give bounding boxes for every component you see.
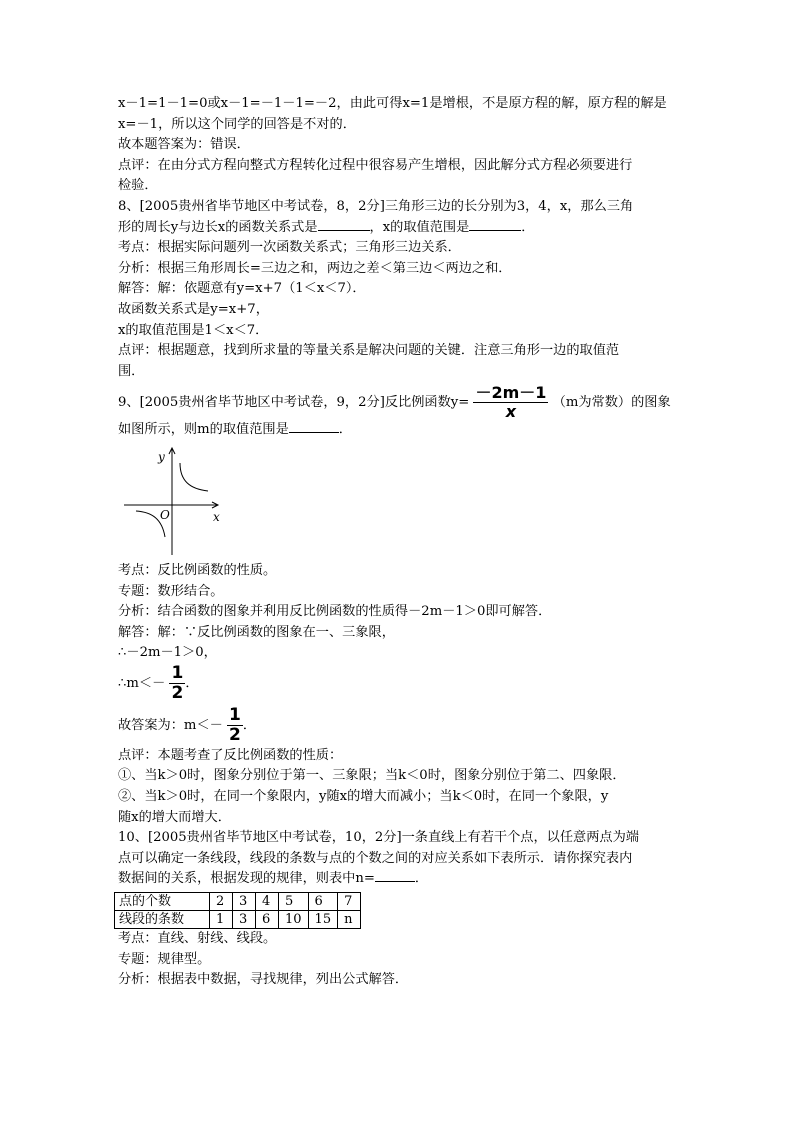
points-segments-table xyxy=(114,892,361,929)
solution-line: x的取值范围是1＜x＜7． xyxy=(118,322,269,338)
text-span: ∴m＜－ xyxy=(118,675,166,691)
fraction-numerator: 1 xyxy=(229,704,241,725)
text-span: 故答案为：m＜－ xyxy=(118,717,223,733)
solution-line: 故函数关系式是y=x+7， xyxy=(118,301,269,317)
hyperbola-branch-q1 xyxy=(180,463,208,491)
solution: 解答：解：∵反比例函数的图象在一、三象限， xyxy=(118,624,395,640)
comment: 点评：根据题意，找到所求量的等量关系是解决问题的关键．注意三角形一边的取值范 xyxy=(118,343,620,359)
comment-point: 随x的增大而增大． xyxy=(118,809,231,825)
knowledge-point: 考点：反比例函数的性质。 xyxy=(118,562,277,578)
table-cell: 7 xyxy=(338,893,361,911)
answer-blank xyxy=(375,869,415,882)
knowledge-point: 考点：根据实际问题列一次函数关系式；三角形三边关系． xyxy=(118,240,461,256)
fraction-denominator: 2 xyxy=(229,724,241,745)
question-9-title xyxy=(118,384,678,420)
answer-blank xyxy=(289,420,339,433)
knowledge-point: 考点：直线、射线、线段。 xyxy=(118,931,277,947)
table-row xyxy=(115,911,361,929)
text-span: ． xyxy=(414,871,429,887)
question-8-body xyxy=(118,218,678,239)
row-header: 线段的条数 xyxy=(115,911,210,929)
x-axis-label: x xyxy=(213,509,220,524)
fraction-numerator: 1 xyxy=(171,662,184,683)
question-10-body: 点可以确定一条线段，线段的条数与点的个数之间的对应关系如下表所示．请你探究表内 xyxy=(118,850,633,866)
comment: 围． xyxy=(118,363,145,379)
text-span: 如图所示，则m的取值范围是 xyxy=(118,422,289,438)
table-cell: 3 xyxy=(233,911,256,929)
document-page xyxy=(118,94,678,991)
text-line: 故本题答案为：错误． xyxy=(118,137,250,153)
table-cell: 15 xyxy=(308,911,338,929)
comment-point: ①、当k＞0时，图象分别位于第一、三象限；当k＜0时，图象分别位于第二、四象限． xyxy=(118,768,626,784)
answer-line xyxy=(118,706,678,746)
text-span: ，x的取值范围是 xyxy=(369,219,470,235)
text-span: 数据间的关系，根据发现的规律，则表中n= xyxy=(118,871,375,887)
table-cell: 5 xyxy=(279,893,309,911)
table-cell: 1 xyxy=(210,911,233,929)
text-span: （m为常数）的图象 xyxy=(552,395,671,411)
fraction-denominator: 2 xyxy=(171,682,184,703)
table-cell: 3 xyxy=(233,893,256,911)
solution: 解答：解：依题意有y=x+7（1＜x＜7）． xyxy=(118,281,366,297)
question-9-body xyxy=(118,420,678,441)
table-cell: 10 xyxy=(279,911,309,929)
y-axis-label: y xyxy=(158,449,165,464)
comment-point: ②、当k＞0时，在同一个象限内，y随x的增大而减小；当k＜0时，在同一个象限，y xyxy=(118,789,609,805)
table-cell: n xyxy=(338,911,361,929)
solution-line xyxy=(118,664,678,704)
text-span: ． xyxy=(242,717,257,733)
text-span: ． xyxy=(521,219,535,235)
solution-line: ∴－2m－1＞0， xyxy=(118,645,217,661)
analysis: 分析：根据三角形周长=三边之和，两边之差＜第三边＜两边之和． xyxy=(118,260,512,276)
topic: 专题：数形结合。 xyxy=(118,583,224,599)
fraction xyxy=(227,706,243,745)
analysis: 分析：结合函数的图象并利用反比例函数的性质得－2m－1＞0即可解答． xyxy=(118,604,552,620)
text-line: 点评：在由分式方程向整式方程转化过程中很容易产生增根，因此解分式方程必须要进行 xyxy=(118,157,633,173)
question-10-title: 10、[2005贵州省毕节地区中考试卷，10，2分]一条直线上有若干个点，以任意两点为端 xyxy=(118,830,639,846)
comment: 点评：本题考查了反比例函数的性质： xyxy=(118,747,343,763)
table-cell: 4 xyxy=(256,893,279,911)
text-span: 形的周长y与边长x的函数关系式是 xyxy=(118,219,318,235)
question-8-title: 8、[2005贵州省毕节地区中考试卷，8，2分]三角形三边的长分别为3，4，x，那么三角 xyxy=(118,198,634,214)
fraction xyxy=(169,664,185,703)
row-header: 点的个数 xyxy=(115,893,210,911)
fraction xyxy=(473,384,548,421)
table-cell: 6 xyxy=(308,893,338,911)
origin-label: O xyxy=(160,507,170,522)
text-line: 检验． xyxy=(118,178,158,194)
text-span: ． xyxy=(185,675,199,691)
answer-blank xyxy=(318,218,370,231)
analysis: 分析：根据表中数据，寻找规律，列出公式解答． xyxy=(118,972,409,988)
fraction-numerator: －2m－1 xyxy=(475,383,547,403)
hyperbola-graph xyxy=(120,445,230,557)
fraction-denominator: x xyxy=(473,402,548,421)
text-span: 9、[2005贵州省毕节地区中考试卷，9，2分]反比例函数y= xyxy=(118,395,470,411)
topic: 专题：规律型。 xyxy=(118,951,211,967)
text-line: x－1=1－1=0或x－1=－1－1=－2，由此可得x=1是增根，不是原方程的解，原方程的解是 xyxy=(118,96,667,111)
table-cell: 6 xyxy=(256,911,279,929)
question-10-body xyxy=(118,869,678,890)
text-span: ． xyxy=(338,422,352,438)
text-line: x=－1，所以这个同学的回答是不对的． xyxy=(118,116,356,132)
table-cell: 2 xyxy=(210,893,233,911)
table-row xyxy=(115,893,361,911)
answer-blank xyxy=(469,218,521,231)
